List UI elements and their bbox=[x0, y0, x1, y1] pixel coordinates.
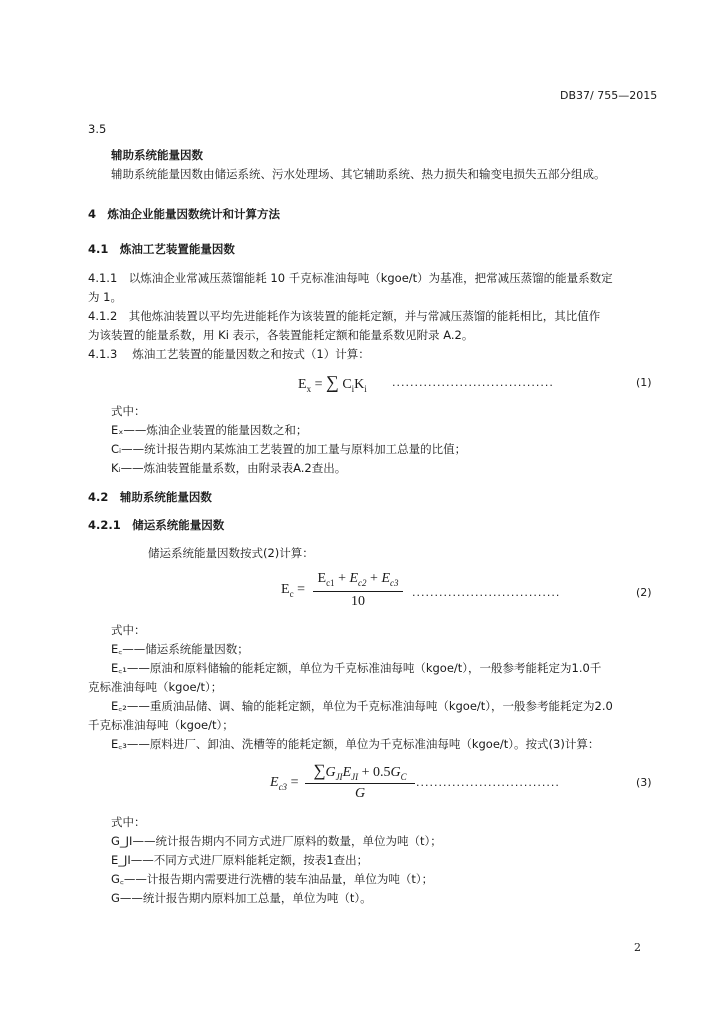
formula-3-plus: + bbox=[361, 765, 370, 780]
formula-2-plus-1: + bbox=[338, 571, 346, 586]
formula-1-sum-symbol: ∑ bbox=[325, 372, 339, 392]
formula-3-gc-sub: C bbox=[400, 771, 407, 782]
section-4-1-title: 4.1 炼油工艺装置能量因数 bbox=[88, 242, 235, 256]
formula-1-k: K bbox=[354, 377, 365, 392]
formula-1-lhs: E bbox=[298, 377, 307, 392]
where-1-ki: Kᵢ——炼油装置能量系数，由附录表A.2查出。 bbox=[111, 461, 347, 475]
formula-3-g-sub: JI bbox=[335, 771, 343, 782]
formula-2-fraction-bar bbox=[313, 591, 403, 592]
formula-2-e1: E bbox=[317, 571, 327, 586]
formula-3-denominator: G bbox=[354, 786, 366, 801]
para-4-1-1-line2: 为 1。 bbox=[88, 290, 122, 304]
where-3-eji: E_JI——不同方式进厂原料能耗定额，按表1查出； bbox=[111, 853, 369, 867]
formula-3-g: G bbox=[325, 765, 336, 780]
formula-1-number: (1) bbox=[636, 376, 652, 389]
formula-2-e3: E bbox=[381, 571, 390, 586]
formula-2-plus-2: + bbox=[370, 571, 378, 586]
formula-3-lhs bbox=[270, 775, 298, 792]
formula-2-lhs-e: E bbox=[281, 582, 290, 597]
formula-2-leader-dots: ................................. bbox=[412, 586, 561, 599]
where-2-ec1-line1: E꜀₁——原油和原料储输的能耗定额，单位为千克标准油每吨（kgoe/t），一般参考能耗定为1.0千 bbox=[111, 661, 602, 675]
para-4-1-2-line2: 为该装置的能量系数，用 Ki 表示，各装置能耗定额和能量系数见附录 A.2。 bbox=[88, 328, 474, 342]
where-2-ec3: E꜀₃——原料进厂、卸油、洗槽等的能耗定额，单位为千克标准油每吨（kgoe/t）。按式(3)计算： bbox=[111, 737, 600, 751]
formula-3-lhs-sub: c3 bbox=[278, 781, 288, 792]
section-3-5-title: 辅助系统能量因数 bbox=[111, 148, 203, 162]
para-4-1-1-line1: 4.1.1 以炼油企业常减压蒸馏能耗 10 千克标准油每吨（kgoe/t）为基准，把常减压蒸馏的能量系数定 bbox=[88, 271, 613, 285]
formula-3-numerator bbox=[304, 761, 416, 782]
where-3-g: G——统计报告期内原料加工总量，单位为吨（t）。 bbox=[111, 891, 372, 905]
formula-3-fraction-bar bbox=[305, 783, 415, 784]
para-4-1-3: 4.1.3 炼油工艺装置的能量因数之和按式（1）计算： bbox=[88, 347, 370, 361]
formula-3-lhs-e: E bbox=[270, 775, 279, 790]
section-4-2-title: 4.2 辅助系统能量因数 bbox=[88, 490, 212, 504]
formula-3-e: E bbox=[342, 765, 352, 780]
where-2-ec2-line2: 千克标准油每吨（kgoe/t）； bbox=[88, 718, 234, 732]
formula-2-e2-sub: c2 bbox=[358, 577, 367, 588]
formula-1-c-sub: i bbox=[351, 383, 355, 394]
section-3-5-number: 3.5 bbox=[88, 122, 107, 136]
where-label-3: 式中： bbox=[111, 815, 146, 829]
section-4-title: 4 炼油企业能量因数统计和计算方法 bbox=[88, 207, 280, 221]
formula-2-e3-sub: c3 bbox=[390, 577, 399, 588]
formula-1-leader-dots: .................................... bbox=[392, 376, 554, 389]
formula-2-e2: E bbox=[349, 571, 359, 586]
formula-1-lhs-sub: x bbox=[306, 383, 312, 394]
formula-3-eq: = bbox=[290, 775, 299, 790]
para-4-2-1-intro: 储运系统能量因数按式(2)计算： bbox=[148, 546, 314, 560]
formula-1 bbox=[298, 372, 367, 394]
where-1-ci: Cᵢ——统计报告期内某炼油工艺装置的加工量与原料加工总量的比值； bbox=[111, 442, 467, 456]
where-2-ec1-line2: 克标准油每吨（kgoe/t）； bbox=[88, 680, 223, 694]
formula-3-e-sub: JI bbox=[351, 771, 359, 782]
formula-2-numerator bbox=[312, 571, 404, 588]
where-1-ex: Eₓ——炼油企业装置的能量因数之和； bbox=[111, 423, 308, 437]
formula-3-gc: G bbox=[390, 765, 401, 780]
formula-3-number: (3) bbox=[636, 776, 652, 789]
standard-code: DB37/ 755—2015 bbox=[560, 89, 658, 102]
section-4-2-1-title: 4.2.1 储运系统能量因数 bbox=[88, 518, 225, 532]
formula-3-sum-symbol: ∑ bbox=[313, 761, 326, 780]
section-3-5-body: 辅助系统能量因数由储运系统、污水处理场、其它辅助系统、热力损失和输变电损失五部分组成。 bbox=[111, 167, 606, 181]
formula-2-e1-sub: c1 bbox=[326, 577, 335, 588]
where-3-gji: G_JI——统计报告期内不同方式进厂原料的数量，单位为吨（t）； bbox=[111, 834, 442, 848]
formula-2-lhs-sub: c bbox=[289, 588, 294, 599]
formula-1-k-sub: i bbox=[364, 383, 367, 394]
formula-3-coef: 0.5 bbox=[373, 765, 391, 780]
formula-2-denominator: 10 bbox=[351, 594, 365, 609]
where-2-ec2-line1: E꜀₂——重质油品储、调、输的能耗定额，单位为千克标准油每吨（kgoe/t），一般参考能耗定为2.0 bbox=[111, 699, 613, 713]
where-2-ec: E꜀——储运系统能量因数； bbox=[111, 642, 249, 656]
para-4-1-2-line1: 4.1.2 其他炼油装置以平均先进能耗作为该装置的能耗定额，并与常减压蒸馏的能耗相比，其比值作 bbox=[88, 309, 601, 323]
formula-1-eq: = bbox=[314, 377, 323, 392]
where-label-2: 式中： bbox=[111, 623, 146, 637]
formula-1-c: C bbox=[342, 377, 352, 392]
formula-2-number: (2) bbox=[636, 586, 652, 599]
formula-2-lhs bbox=[281, 582, 305, 599]
where-label-1: 式中： bbox=[111, 404, 146, 418]
where-3-gc: G꜀——计报告期内需要进行洗槽的装车油品量，单位为吨（t）； bbox=[111, 872, 434, 886]
formula-3-leader-dots: ................................ bbox=[416, 776, 560, 789]
page-number: 2 bbox=[634, 941, 641, 954]
formula-2-eq: = bbox=[297, 582, 305, 597]
